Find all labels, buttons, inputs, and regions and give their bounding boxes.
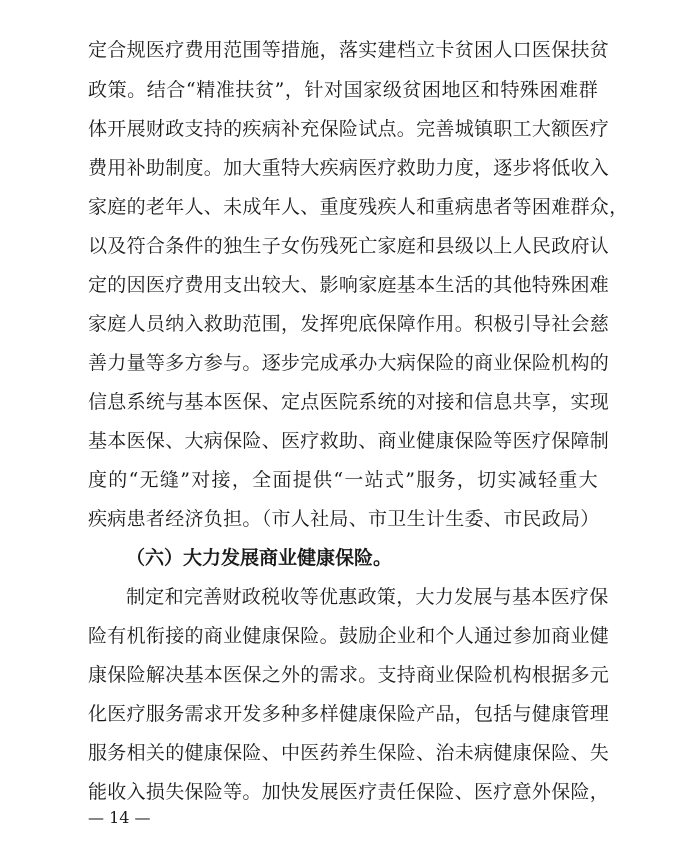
text-line: 康保险解决基本医保之外的需求。支持商业保险机构根据多元 (88, 664, 610, 686)
text-line: 家庭人员纳入救助范围，发挥兜底保障作用。积极引导社会慈 (88, 313, 610, 335)
text-line: 善力量等多方参与。逐步完成承办大病保险的商业保险机构的 (88, 352, 610, 374)
text-line: 能收入损失保险等。加快发展医疗责任保险、医疗意外保险， (88, 781, 610, 803)
section-heading: （六）大力发展商业健康保险。 (126, 547, 393, 569)
text-line: 政策。结合“精准扶贫”，针对国家级贫困地区和特殊困难群 (88, 79, 598, 101)
text-line: 信息系统与基本医保、定点医院系统的对接和信息共享，实现 (88, 391, 610, 413)
text-line: 制定和完善财政税收等优惠政策，大力发展与基本医疗保 (126, 586, 609, 608)
text-line: 以及符合条件的独生子女伤残死亡家庭和县级以上人民政府认 (88, 235, 610, 257)
page-number: — 14 — (88, 808, 151, 827)
text-line: 基本医保、大病保险、医疗救助、商业健康保险等医疗保障制 (88, 430, 610, 452)
text-line: 费用补助制度。加大重特大疾病医疗救助力度，逐步将低收入 (88, 157, 610, 179)
text-line: 体开展财政支持的疾病补充保险试点。完善城镇职工大额医疗 (88, 118, 610, 140)
text-line: 定合规医疗费用范围等措施，落实建档立卡贫困人口医保扶贫 (88, 39, 610, 61)
text-line: 疾病患者经济负担。（市人社局、市卫生计生委、市民政局） (88, 508, 600, 530)
text-line: 服务相关的健康保险、中医药养生保险、治未病健康保险、失 (88, 742, 610, 764)
text-line: 家庭的老年人、未成年人、重度残疾人和重病患者等困难群众， (88, 196, 629, 218)
text-line: 度的“无缝”对接，全面提供“一站式”服务，切实减轻重大 (88, 469, 598, 491)
text-line: 险有机衔接的商业健康保险。鼓励企业和个人通过参加商业健 (88, 625, 610, 647)
text-line: 化医疗服务需求开发多种多样健康保险产品，包括与健康管理 (88, 703, 610, 725)
text-line: 定的因医疗费用支出较大、影响家庭基本生活的其他特殊困难 (88, 274, 610, 296)
